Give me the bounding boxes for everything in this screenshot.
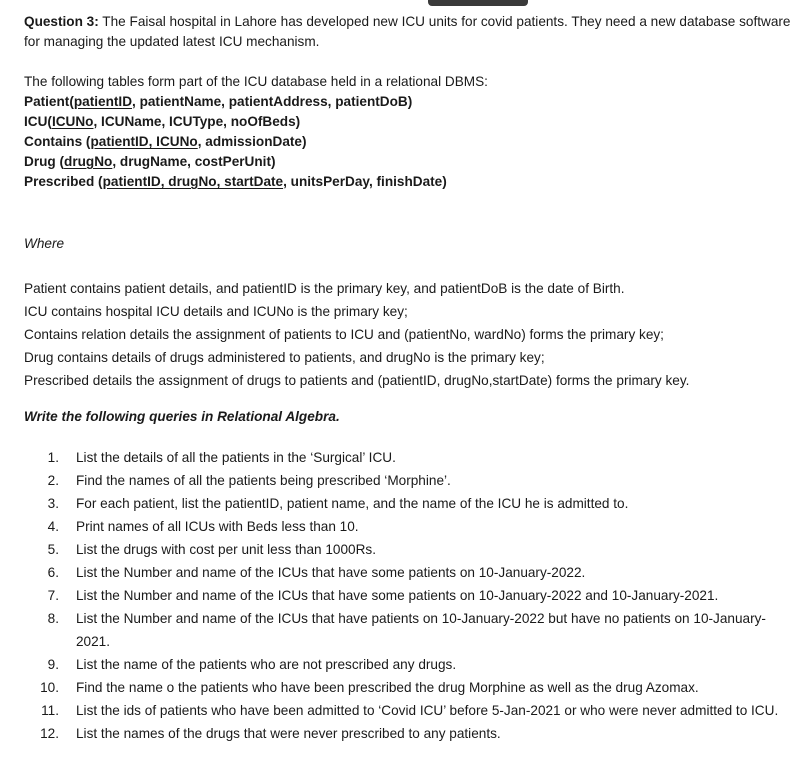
schema-patient: Patient(patientID, patientName, patientAddress, patientDoB): [24, 94, 413, 109]
query-item: 9. List the name of the patients who are not prescribed any drugs.: [47, 657, 457, 672]
definition-item: Patient contains patient details, and patientID is the primary key, and patientDoB is the date of Birth.: [24, 281, 625, 296]
query-item: 7. List the Number and name of the ICUs that have some patients on 10-January-2022 and 10-January-2021.: [47, 588, 719, 603]
query-item: 2. Find the names of all the patients being prescribed ‘Morphine’.: [47, 473, 451, 488]
query-item: 4. Print names of all ICUs with Beds less than 10.: [47, 519, 359, 534]
question-label: Question 3:: [24, 14, 99, 29]
definition-item: ICU contains hospital ICU details and ICUNo is the primary key;: [24, 304, 408, 319]
query-item: 11. List the ids of patients who have been admitted to ‘Covid ICU’ before 5-Jan-2021 or who were never admitted to ICU.: [41, 703, 779, 718]
query-item: 10. Find the name o the patients who have been prescribed the drug Morphine as well as the drug Azomax.: [40, 680, 699, 695]
query-item: 8. List the Number and name of the ICUs that have patients on 10-January-2022 but have no patients on 10-January-2021.: [47, 611, 766, 649]
instruction-heading: Write the following queries in Relational Algebra.: [24, 409, 340, 424]
schema-drug: Drug (drugNo, drugName, costPerUnit): [24, 154, 276, 169]
window-top-tab: [428, 0, 528, 6]
where-label: Where: [24, 236, 65, 251]
question-text: The Faisal hospital in Lahore has developed new ICU units for covid patients. They need a new database software for managing the updated latest ICU mechanism.: [24, 14, 791, 49]
document-page: [24, 12, 794, 745]
schema-prescribed: Prescribed (patientID, drugNo, startDate, unitsPerDay, finishDate): [24, 174, 447, 189]
question-intro: [24, 12, 794, 52]
query-item: 1. List the details of all the patients in the ‘Surgical’ ICU.: [47, 450, 396, 465]
definitions-list: [24, 277, 794, 392]
schema-icu: ICU(ICUNo, ICUName, ICUType, noOfBeds): [24, 114, 301, 129]
schema-list: [24, 92, 794, 192]
schema-contains: Contains (patientID, ICUNo, admissionDate): [24, 134, 307, 149]
query-item: 3. For each patient, list the patientID, patient name, and the name of the ICU he is admitted to.: [47, 496, 629, 511]
query-item: 5. List the drugs with cost per unit less than 1000Rs.: [47, 542, 376, 557]
query-item: 12. List the names of the drugs that were never prescribed to any patients.: [40, 726, 501, 741]
definition-item: Contains relation details the assignment of patients to ICU and (patientNo, wardNo) forms the primary key;: [24, 327, 664, 342]
tables-intro: The following tables form part of the ICU database held in a relational DBMS:: [24, 74, 488, 89]
query-item: 6. List the Number and name of the ICUs that have some patients on 10-January-2022.: [47, 565, 586, 580]
query-list: [24, 446, 794, 745]
definition-item: Prescribed details the assignment of drugs to patients and (patientID, drugNo,startDate) forms the primary key.: [24, 373, 690, 388]
definition-item: Drug contains details of drugs administered to patients, and drugNo is the primary key;: [24, 350, 545, 365]
